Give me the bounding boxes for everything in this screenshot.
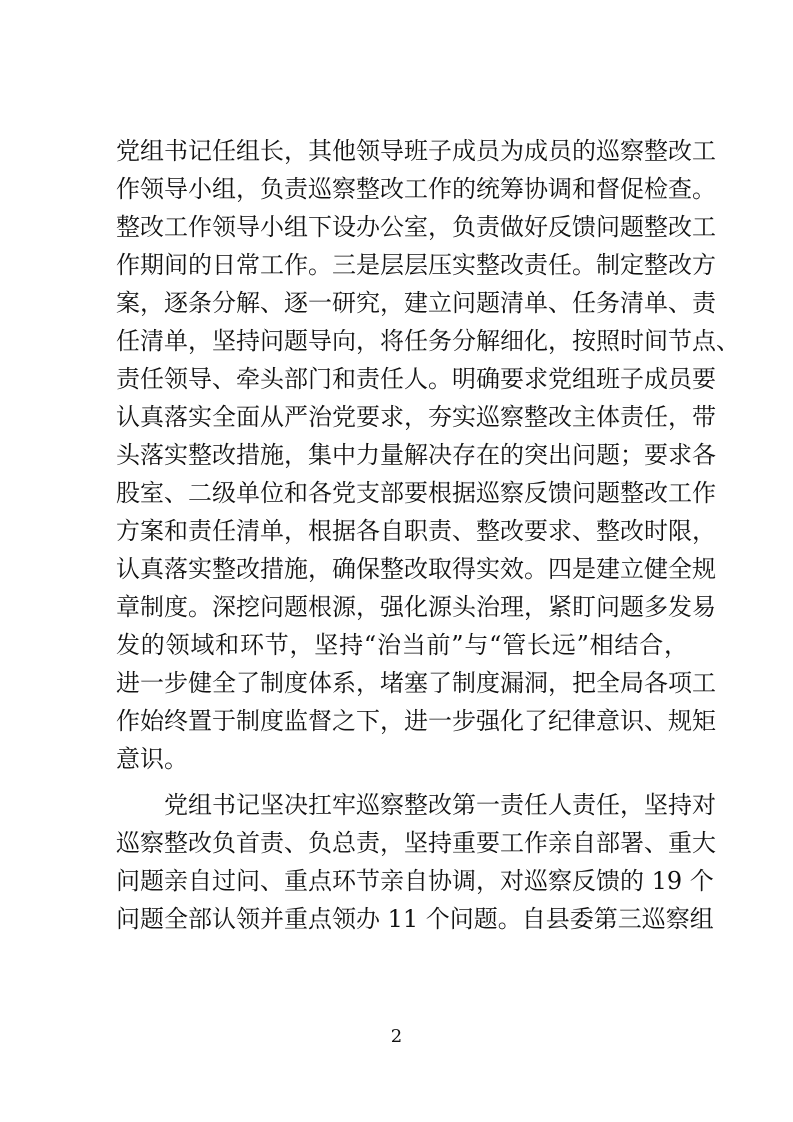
text-line: 认真落实全面从严治党要求，夯实巡察整改主体责任，带 <box>116 403 716 431</box>
text-line: 党组书记任组长，其他领导班子成员为成员的巡察整改工 <box>116 137 716 165</box>
text-line: 问题全部认领并重点领办 11 个问题。自县委第三巡察组 <box>116 905 714 933</box>
paragraph-1 <box>116 132 740 778</box>
text-line: 头落实整改措施，集中力量解决存在的突出问题；要求各 <box>116 441 716 469</box>
text-line: 章制度。深挖问题根源，强化源头治理，紧盯问题多发易 <box>116 593 716 621</box>
paragraph-spacing <box>116 778 688 786</box>
text-line: 发的领域和环节，坚持“治当前”与“管长远”相结合， <box>116 631 688 659</box>
text-line: 巡察整改负首责、负总责，坚持重要工作亲自部署、重大 <box>116 829 716 857</box>
text-line: 整改工作领导小组下设办公室，负责做好反馈问题整改工 <box>116 213 716 241</box>
text-line: 任清单，坚持问题导向，将任务分解细化，按照时间节点、 <box>116 327 740 355</box>
text-line: 责任领导、牵头部门和责任人。明确要求党组班子成员要 <box>116 365 716 393</box>
text-line: 作始终置于制度监督之下，进一步强化了纪律意识、规矩 <box>116 707 716 735</box>
page-number: 2 <box>390 1026 403 1047</box>
text-line: 意识。 <box>116 745 188 773</box>
text-line: 作领导小组，负责巡察整改工作的统筹协调和督促检查。 <box>116 175 716 203</box>
text-line: 党组书记坚决扛牢巡察整改第一责任人责任，坚持对 <box>164 791 716 819</box>
text-line: 认真落实整改措施，确保整改取得实效。四是建立健全规 <box>116 555 716 583</box>
text-line: 方案和责任清单，根据各自职责、整改要求、整改时限， <box>116 517 716 545</box>
text-line: 作期间的日常工作。三是层层压实整改责任。制定整改方 <box>116 251 716 279</box>
text-line: 案，逐条分解、逐一研究，建立问题清单、任务清单、责 <box>116 289 716 317</box>
document-body <box>116 132 740 938</box>
paragraph-2 <box>116 786 716 938</box>
text-line: 问题亲自过问、重点环节亲自协调，对巡察反馈的 19 个 <box>116 867 714 895</box>
text-line: 进一步健全了制度体系，堵塞了制度漏洞，把全局各项工 <box>116 669 716 697</box>
text-line: 股室、二级单位和各党支部要根据巡察反馈问题整改工作 <box>116 479 716 507</box>
